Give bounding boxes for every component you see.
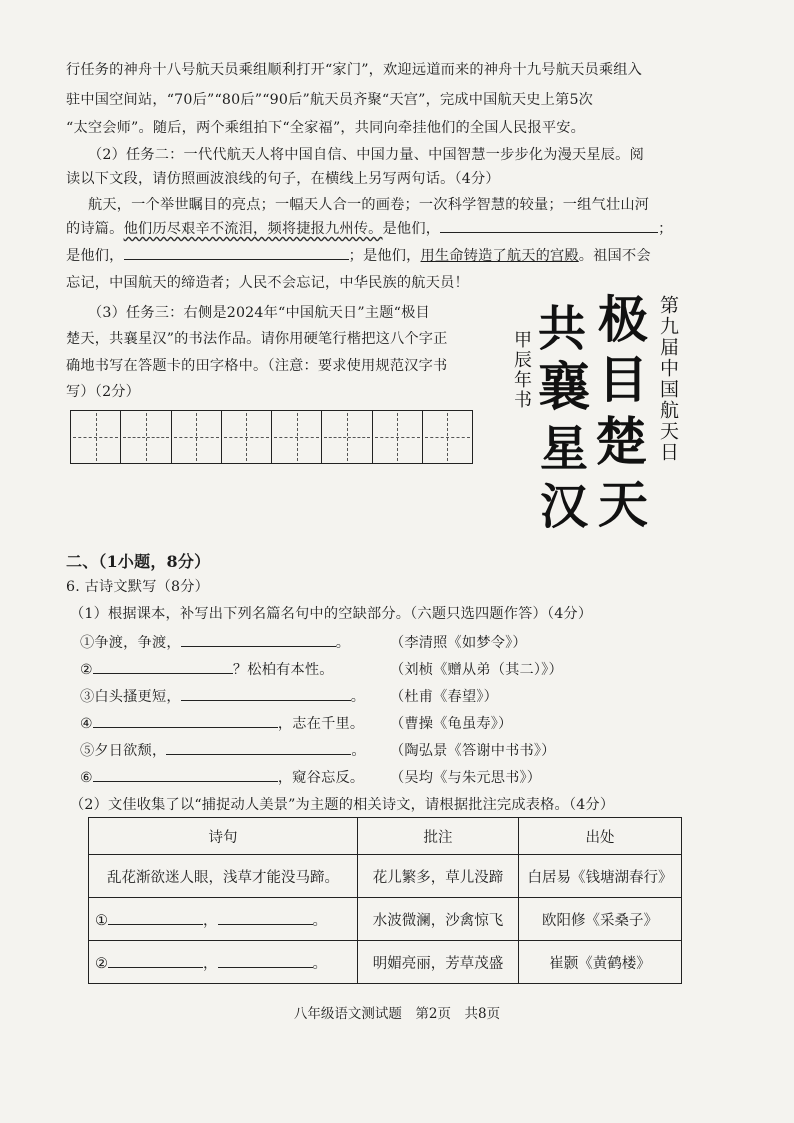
- text-line: 楚天，共襄星汉”的书法作品。请你用硬笔行楷把这八个字正: [66, 331, 448, 347]
- callig-char: 天: [598, 475, 648, 534]
- text-fragment: 是他们，: [382, 221, 441, 237]
- table-cell: 欧阳修《采桑子》: [519, 898, 682, 941]
- text-line: 读以下文段，请仿照画波浪线的句子，在横线上另写两句话。（4分）: [66, 171, 500, 187]
- item-source: （陶弘景《答谢中书书》）: [390, 743, 556, 759]
- task2-prompt: （2）任务二：一代代航天人将中国自信、中国力量、中国智慧一步步化为漫天星辰。阅: [88, 147, 644, 163]
- recite-item: [80, 767, 364, 787]
- callig-char: 襄: [538, 357, 591, 418]
- recite-item: [80, 632, 350, 652]
- table-row: [89, 898, 682, 941]
- item-source: （杜甫《春望》）: [390, 689, 499, 705]
- table-cell: 白居易《钱塘湖春行》: [519, 855, 682, 898]
- answer-blank[interactable]: [124, 245, 349, 260]
- underlined-sentence: 用生命铸造了航天的宫殿: [420, 248, 579, 264]
- text-line: 确地书写在答题卡的田字格中。（注意：要求使用规范汉字书: [66, 358, 448, 374]
- text-fragment: 。祖国不会: [578, 248, 651, 264]
- text-line: [66, 245, 651, 265]
- table-cell: 乱花渐欲迷人眼，浅草才能没马蹄。: [89, 855, 358, 898]
- subquestion: （1）根据课本，补写出下列名篇名句中的空缺部分。（六题只选四题作答）（4分）: [70, 606, 593, 622]
- item-pre: ⑤夕日欲颓，: [80, 743, 167, 759]
- text-line: 的诗篇。他们历尽艰辛不流泪，频将捷报九州传。是他们， ；: [66, 218, 673, 238]
- subquestion: （2）文佳收集了以“捕捉动人美景”为主题的相关诗文，请根据批注完成表格。（4分）: [70, 797, 615, 813]
- answer-blank[interactable]: [108, 910, 203, 925]
- item-post: ？松柏有本性。: [232, 662, 334, 678]
- poetry-table: [88, 817, 682, 984]
- item-pre: ②: [80, 662, 93, 678]
- item-source: （吴均《与朱元思书》）: [390, 770, 542, 786]
- item-post: ，志在千里。: [277, 716, 365, 732]
- item-post: 。: [350, 689, 366, 705]
- text-fragment: 是他们，: [66, 248, 124, 264]
- answer-blank[interactable]: [218, 953, 313, 968]
- item-pre: ⑥: [80, 770, 93, 786]
- callig-char: 汉: [540, 479, 589, 535]
- item-post: 。: [335, 635, 351, 651]
- text-line: 忘记，中国航天的缔造者；人民不会忘记，中华民族的航天员！: [66, 275, 469, 291]
- text-line: 航天，一个举世瞩目的亮点；一幅天人合一的画卷；一次科学智慧的较量；一组气壮山河: [88, 197, 650, 213]
- text-fragment: ；是他们，: [348, 248, 421, 264]
- item-post: ，窥谷忘反。: [277, 770, 365, 786]
- answer-blank[interactable]: [440, 218, 658, 233]
- grid-cell[interactable]: [71, 411, 121, 463]
- text-fragment: 的诗篇。: [66, 221, 124, 237]
- table-cell-answer[interactable]: ② ， 。: [89, 941, 358, 984]
- grid-cell[interactable]: [121, 411, 171, 463]
- writing-grid[interactable]: [70, 410, 473, 464]
- answer-blank[interactable]: [166, 740, 351, 755]
- table-cell: 花儿繁多，草儿没蹄: [358, 855, 519, 898]
- callig-char: 楚: [595, 412, 648, 473]
- recite-item: [80, 686, 365, 706]
- task3-prompt: （3）任务三：右侧是2024年“中国航天日”主题“极目: [88, 305, 430, 321]
- item-source: （刘桢《赠从弟（其二）》）: [390, 662, 563, 678]
- text-line: “太空会师”。随后，两个乘组拍下“全家福”，共同向牵挂他们的全国人民报平安。: [66, 120, 585, 136]
- callig-char: 极: [598, 290, 648, 349]
- callig-signature: 甲辰年书: [511, 330, 532, 410]
- item-pre: ①争渡，争渡，: [80, 635, 181, 651]
- answer-blank[interactable]: [93, 659, 233, 674]
- item-source: （曹操《龟虽寿》）: [390, 716, 513, 732]
- page-footer: 八年级语文测试题 第2页 共8页: [293, 1006, 501, 1022]
- recite-item: [80, 659, 334, 679]
- column-header: 出处: [519, 818, 682, 855]
- table-header-row: [89, 818, 682, 855]
- table-row: [89, 941, 682, 984]
- item-source: （李清照《如梦令》）: [390, 635, 527, 651]
- wavy-sentence: 他们历尽艰辛不流泪，频将捷报九州传。: [123, 221, 383, 237]
- table-cell: 崔颢《黄鹤楼》: [519, 941, 682, 984]
- item-post: 。: [351, 743, 366, 759]
- answer-blank[interactable]: [181, 686, 351, 701]
- callig-char: 星: [540, 421, 589, 477]
- section-title: 二、（1小题，8分）: [66, 552, 211, 571]
- table-cell: 水波微澜，沙禽惊飞: [358, 898, 519, 941]
- answer-blank[interactable]: [108, 953, 203, 968]
- item-pre: ③白头搔更短，: [80, 689, 181, 705]
- answer-blank[interactable]: [93, 767, 278, 782]
- table-cell-answer[interactable]: ① ， 。: [89, 898, 358, 941]
- row-marker: ②: [95, 955, 108, 972]
- grid-cell[interactable]: [272, 411, 322, 463]
- text-line: 驻中国空间站，“70后”“80后”“90后”航天员齐聚“天宫”，完成中国航天史上第5次: [66, 92, 594, 108]
- item-pre: ④: [80, 716, 93, 732]
- column-header: 批注: [358, 818, 519, 855]
- table-row: [89, 855, 682, 898]
- column-header: 诗句: [89, 818, 358, 855]
- question-title: 6. 古诗文默写（8分）: [66, 579, 209, 595]
- answer-blank[interactable]: [93, 713, 278, 728]
- callig-char: 目: [598, 350, 648, 409]
- grid-cell[interactable]: [373, 411, 423, 463]
- text-line: 行任务的神舟十八号航天员乘组顺利打开“家门”，欢迎远道而来的神舟十九号航天员乘组入: [66, 62, 643, 78]
- callig-char: 共: [538, 301, 587, 357]
- table-cell: 明媚亮丽，芳草茂盛: [358, 941, 519, 984]
- grid-cell[interactable]: [172, 411, 222, 463]
- text-line: 写）（2分）: [66, 384, 141, 400]
- answer-blank[interactable]: [218, 910, 313, 925]
- answer-blank[interactable]: [181, 632, 336, 647]
- recite-item: [80, 740, 366, 760]
- grid-cell[interactable]: [222, 411, 272, 463]
- recite-item: [80, 713, 364, 733]
- row-marker: ①: [95, 912, 108, 929]
- callig-inscription: 第九届中国航天日: [657, 295, 679, 463]
- grid-cell[interactable]: [423, 411, 472, 463]
- grid-cell[interactable]: [322, 411, 372, 463]
